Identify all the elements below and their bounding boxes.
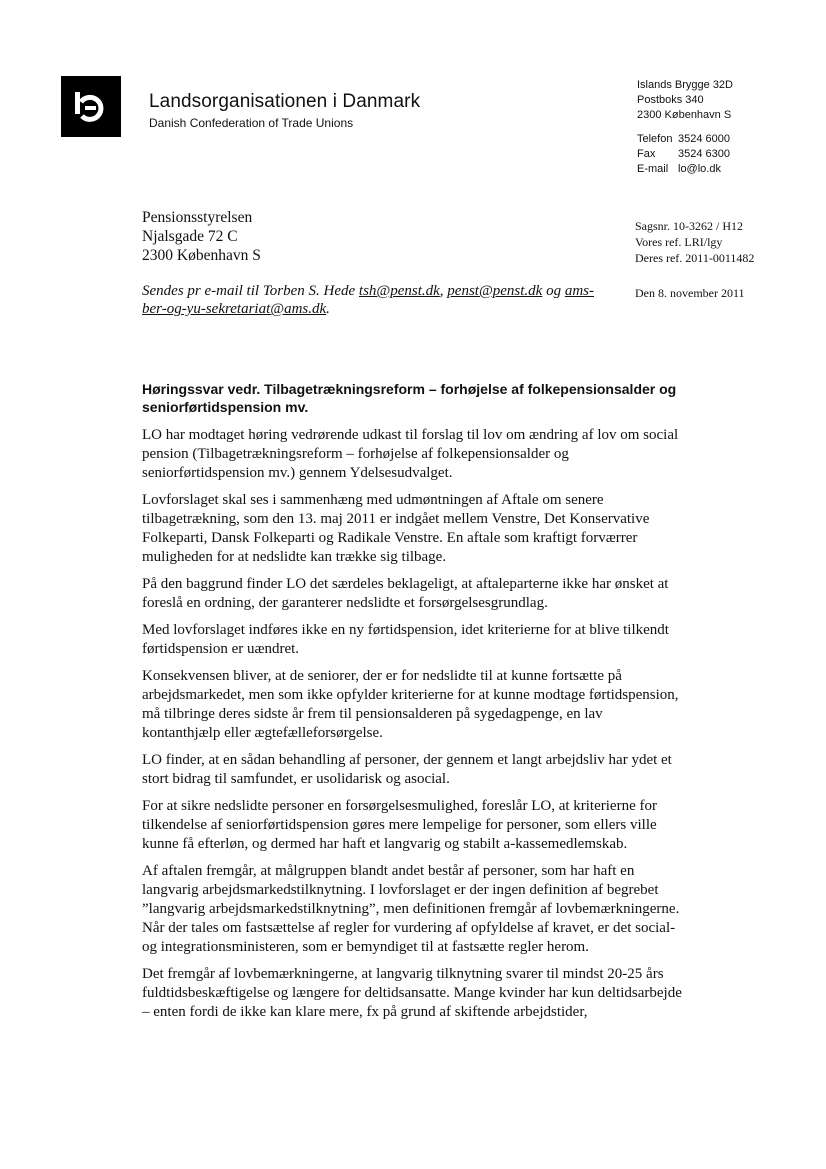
lo-logo bbox=[61, 76, 121, 137]
paragraph: Af aftalen fremgår, at målgruppen blandt andet består af personer, som har haft en langvarig arbejdsmarkedstilknytning. I lovforslaget er der ingen definition af begrebet ”langvarig arbejdsmarkedstilknytning”, men definitionen fremgår af lovbemærkningerne. Når der tales om fastsættelse af regler for vurdering af opfyldelse af kravet, er det social- og integrationsministeren, som er bemyndiget til at fastsætte regler herom. bbox=[142, 863, 680, 955]
letter-date: Den 8. november 2011 bbox=[635, 286, 745, 300]
address-line: 2300 København S bbox=[637, 109, 732, 121]
email-value[interactable]: lo@lo.dk bbox=[678, 163, 721, 175]
letter-subject: Høringssvar vedr. Tilbagetrækningsreform – forhøjelse af folkepensionsalder og seniorførtidspension mv. bbox=[142, 381, 677, 415]
email-link-3[interactable]: ams-ber-og-yu-sekretariat@ams.dk bbox=[142, 283, 595, 317]
phone-row bbox=[637, 132, 733, 147]
email-row bbox=[637, 162, 733, 177]
paragraph: Konsekvensen bliver, at de seniorer, der er for nedslidte til at kunne fortsætte på arbejdsmarkedet, men som ikke opfylder kriterierne for at kunne modtage førtidspension, må tilbringe deres sidste år frem til pensionsalderen på sygedagpenge, en lav kontanthjælp eller ægtefælleforsørgelse. bbox=[142, 668, 679, 741]
recipient-line: Pensionsstyrelsen bbox=[142, 209, 253, 226]
contact-block bbox=[637, 78, 733, 177]
sent-separator: , bbox=[439, 283, 448, 299]
your-reference: Deres ref. 2011-0011482 bbox=[635, 251, 755, 265]
lo-logo-icon bbox=[61, 76, 121, 137]
org-subtitle: Danish Confederation of Trade Unions bbox=[149, 116, 354, 130]
our-reference: Vores ref. LRI/lgy bbox=[635, 235, 723, 249]
fax-label: Fax bbox=[637, 148, 656, 160]
paragraph: For at sikre nedslidte personer en forsørgelsesmulighed, foreslår LO, at kriterierne for tilkendelse af seniorførtidspension gøres mere lempelige for personer, som ellers ville kunne få efterløn, og dermed har haft et langvarig og stabilt a-kassemedlemskab. bbox=[142, 798, 657, 852]
paragraph: Det fremgår af lovbemærkningerne, at langvarig tilknytning svarer til mindst 20-25 års fuldtidsbeskæftigelse og længere for deltidsansatte. Mange kvinder har kun deltidsarbejde – enten fordi de ikke kan klare mere, fx på grund af skiftende arbejdstider, bbox=[142, 966, 682, 1020]
fax-row bbox=[637, 147, 733, 162]
paragraph: På den baggrund finder LO det særdeles beklageligt, at aftaleparterne ikke har ønsket at foreslå en ordning, der garanterer nedslidte et forsørgelsesgrundlag. bbox=[142, 576, 669, 611]
org-name: Landsorganisationen i Danmark bbox=[149, 91, 421, 112]
sent-end: . bbox=[326, 301, 330, 317]
sent-and: og bbox=[542, 283, 565, 299]
email-link-1[interactable]: tsh@penst.dk bbox=[358, 283, 440, 299]
paragraph: LO finder, at en sådan behandling af personer, der gennem et langt arbejdsliv har ydet et stort bidrag til samfundet, er usolidarisk og asocial. bbox=[142, 752, 672, 787]
paragraph: LO har modtaget høring vedrørende udkast til forslag til lov om ændring af lov om social pension (Tilbagetrækningsreform – forhøjelse af folkepensionsalder og seniorførtidspension mv.) gennem Ydelsesudvalget. bbox=[142, 427, 679, 481]
address-line: Islands Brygge 32D bbox=[637, 79, 733, 91]
paragraph: Med lovforslaget indføres ikke en ny førtidspension, idet kriterierne for at blive tilkendt førtidspension er uændret. bbox=[142, 622, 669, 657]
email-label: E-mail bbox=[637, 163, 669, 175]
paragraph: Lovforslaget skal ses i sammenhæng med udmøntningen af Aftale om senere tilbagetrækning, som den 13. maj 2011 er indgået mellem Venstre, Det Konservative Folkeparti, Dansk Folkeparti og Radikale Venstre. En aftale som kraftigt forværrer muligheden for at nedslidte kan trække sig tilbage. bbox=[142, 492, 650, 565]
fax-value: 3524 6300 bbox=[678, 148, 730, 160]
phone-value: 3524 6000 bbox=[678, 133, 730, 145]
phone-label: Telefon bbox=[637, 133, 673, 145]
reference-block bbox=[635, 218, 754, 266]
case-number: Sagsnr. 10-3262 / H12 bbox=[635, 219, 743, 233]
address-line: Postboks 340 bbox=[637, 94, 704, 106]
sent-prefix: Sendes pr e-mail til Torben S. Hede bbox=[142, 283, 359, 299]
recipient-line: 2300 København S bbox=[142, 247, 261, 264]
sent-by-email-note bbox=[142, 282, 612, 318]
recipient-address bbox=[142, 208, 261, 265]
email-link-2[interactable]: penst@penst.dk bbox=[447, 283, 543, 299]
letter-body bbox=[142, 426, 683, 1030]
recipient-line: Njalsgade 72 C bbox=[142, 228, 238, 245]
